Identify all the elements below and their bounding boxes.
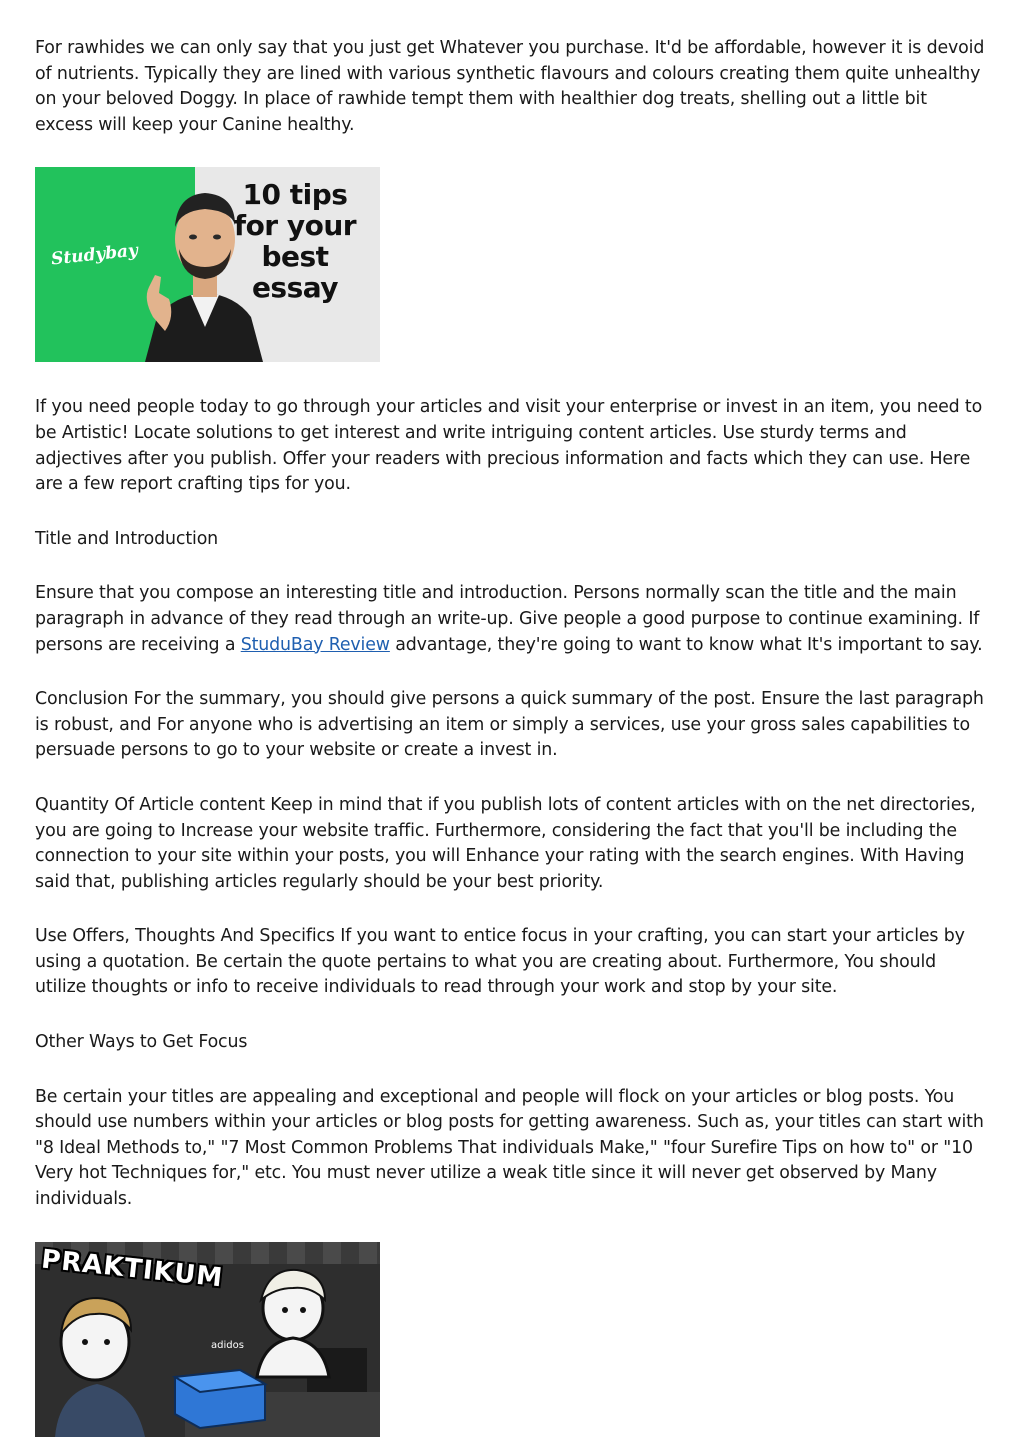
brand-logo-text: Studybay (50, 240, 139, 270)
paragraph-quantity: Quantity Of Article content Keep in mind that if you publish lots of content articles with on the net directories, you are going to Increase your website traffic. Furthermore, considering the fact that you'll be including the connection to your site within your posts, you will Enhance your rating with the search engines. With Having said that, publishing articles regularly should be your best priority. (35, 794, 976, 892)
praktikum-banner: PRAKTIKUM (39, 1244, 225, 1294)
heading-title-and-introduction: Title and Introduction (35, 528, 219, 549)
paragraph-artistic: If you need people today to go through your articles and visit your enterprise or invest in an item, you need to be Artistic! Locate solutions to get interest and write intriguing content articles. Use sturdy terms and adjectives after you publish. Offer your readers with precious information and facts which they can use. Here are a few report crafting tips for you. (35, 397, 983, 495)
paragraph-offers: Use Offers, Thoughts And Specifics If you want to entice focus in your crafting, you can start your articles by using a quotation. Be certain the quote pertains to what you are creating about. Furthermore, You should utilize thoughts or info to receive individuals to read through your work and stop by your site. (35, 926, 965, 998)
paragraph-rawhides: For rawhides we can only say that you just get Whatever you purchase. It'd be affordable, however it is devoid of nutrients. Typically they are lined with various synthetic flavours and colours creating them quite unhealthy on your beloved Doggy. In place of rawhide tempt them with healthier dog treats, shelling out a little bit excess will keep your Canine healthy. (35, 38, 985, 135)
headline-line-3: best essay (251, 240, 339, 305)
store-label: adidos (211, 1339, 244, 1351)
cartoon-praktikum-image (35, 1242, 380, 1437)
headline-line-1: 10 tips (242, 178, 348, 212)
headline-line-2: for your (233, 209, 357, 243)
thumbnail-headline (215, 179, 375, 303)
heading-other-ways: Other Ways to Get Focus (35, 1032, 248, 1053)
paragraph-title-intro (35, 581, 990, 658)
paragraph-conclusion: Conclusion For the summary, you should give persons a quick summary of the post. Ensure the last paragraph is robust, and For anyone who is advertising an item or simply a services, use your gross sales capabilities to persuade persons to go to your website or create a invest in. (35, 689, 984, 761)
document-body (35, 36, 990, 1437)
studubay-review-link[interactable]: StuduBay Review (240, 634, 390, 655)
paragraph-text-before-link: Ensure that you compose an interesting title and introduction. Persons normally scan the title and the main paragraph in advance of they read through an write-up. Give people a good purpose to continue examining. If persons are receiving a (35, 583, 980, 655)
thumbnail-10-tips-image (35, 167, 380, 362)
paragraph-text-after-link: advantage, they're going to want to know what It's important to say. (389, 634, 983, 655)
paragraph-titles: Be certain your titles are appealing and exceptional and people will flock on your articles or blog posts. You should use numbers within your articles or blog posts for getting awareness. Such as, your titles can start with "8 Ideal Methods to," "7 Most Common Problems That individuals Make," "four Surefire Tips on how to" or "10 Very hot Techniques for," etc. You must never utilize a weak title since it will never get observed by Many individuals. (35, 1086, 984, 1210)
